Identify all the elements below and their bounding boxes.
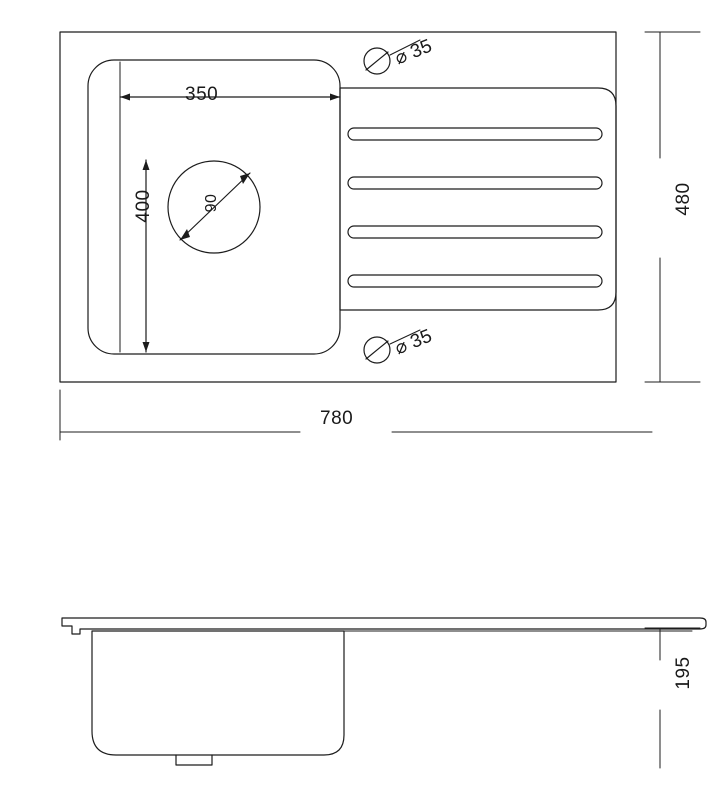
label-tap-hole-top xyxy=(392,35,436,71)
label-tap-hole-bottom xyxy=(392,325,436,361)
drainer-grooves xyxy=(348,128,602,287)
waste-spigot xyxy=(176,755,212,765)
drainer-groove xyxy=(348,226,602,238)
drainer-groove xyxy=(348,275,602,287)
arrow-head xyxy=(120,94,130,101)
drainer-groove xyxy=(348,177,602,189)
dim-label-overall-width: 780 xyxy=(320,408,354,429)
tap-hole-bottom-text: ⌀ 35 xyxy=(392,325,436,360)
dim-label-bowl-depth: 400 xyxy=(133,189,154,223)
arrow-head xyxy=(330,94,340,101)
drainer-outline xyxy=(340,88,616,310)
dim-label-overall-height: 480 xyxy=(673,182,694,216)
drainer-groove xyxy=(348,128,602,140)
arrow-head xyxy=(240,173,250,184)
dim-label-waste-hole-diameter: 90 xyxy=(203,193,220,213)
arrow-head xyxy=(143,342,150,352)
dim-label-bowl-height: 195 xyxy=(673,656,694,690)
arrow-head xyxy=(180,229,190,240)
dim-label-bowl-width: 350 xyxy=(185,84,219,105)
arrow-head xyxy=(143,160,150,170)
tap-hole-top-text: ⌀ 35 xyxy=(392,35,436,70)
bowl-section-profile xyxy=(92,631,344,755)
